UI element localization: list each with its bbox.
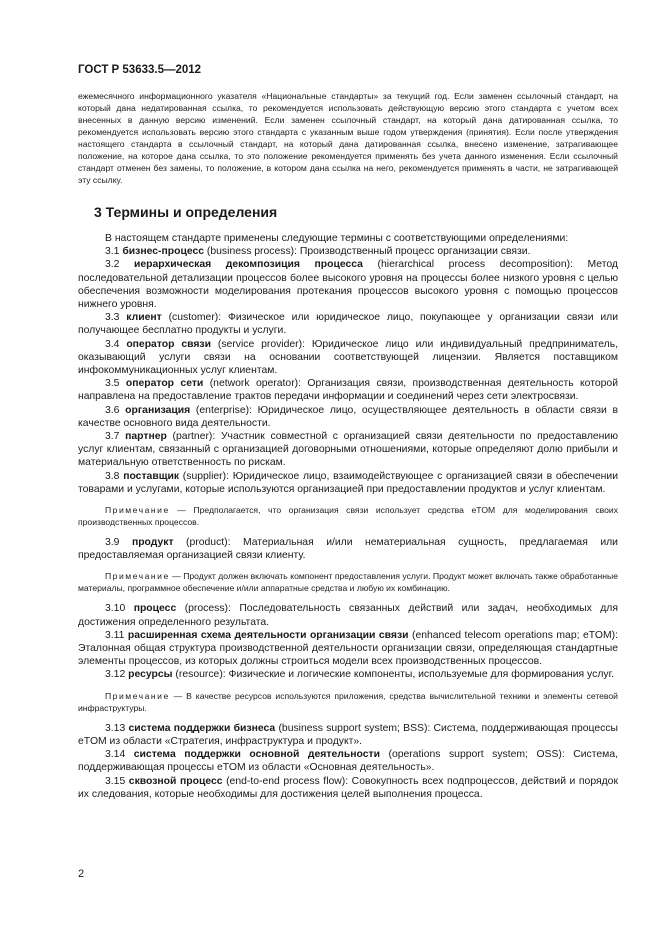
term-3-1: 3.1 бизнес-процесс (business process): Производственный процесс организации связи. — [105, 246, 531, 258]
note-label: Примечание — [105, 690, 170, 701]
term-name: система поддержки основной деятельности — [133, 749, 380, 761]
term-name: сквозной процесс — [128, 775, 223, 787]
note-label: Примечание — [105, 571, 170, 582]
note-1: Примечание — Предполагается, что организация связи использует средства eTOM для моделирования своих производственных процессов. — [78, 505, 618, 528]
term-name: система поддержки бизнеса — [128, 722, 276, 734]
term-3-10: 3.10 процесс (process): Последовательность связанных действий или задач, необходимых для достижения определенного результата. — [78, 603, 619, 628]
note-3: Примечание — В качестве ресурсов используются приложения, средства вычислительной техники и элементы сетевой инфраструктуры. — [78, 690, 618, 713]
term-name: бизнес-процесс — [122, 246, 205, 258]
term-name: процесс — [133, 603, 177, 615]
document-body — [78, 90, 618, 801]
term-3-8: 3.8 поставщик (supplier): Юридическое лицо, взаимодействующее с организацией связи в обеспечении товарами и услугами, которые используются организацией при предоставлении продуктов и услуг клиентам. — [78, 470, 619, 495]
term-3-5: 3.5 оператор сети (network operator): Организация связи, производственная деятельность которой направлена на предоставление трактов передачи информации и соединений через сети электросвязи. — [78, 378, 618, 403]
term-name: клиент — [126, 312, 162, 324]
note-label: Примечание — [105, 505, 170, 516]
term-name: расширенная схема деятельности организации связи — [127, 629, 409, 641]
intro-paragraph: ежемесячного информационного указателя «Национальные стандарты» за текущий год. Если заменен ссылочный стандарт, на который дана недатированная ссылка, то рекомендуется использовать действующую версию этого стандарта с учетом всех внесенных в данную версию изменений. Если заменен ссылочный стандарт, на который дана датированная ссылка, то рекомендуется использовать версию этого стандарта с указанным выше годом утверждения (принятия). Если после утверждения настоящего стандарта в ссылочный стандарт, на который дана датированная ссылка, внесено изменение, затрагивающее положение, на которое дана ссылка, то это положение рекомендуется применять без учета данного изменения. Если ссылочный стандарт отменен без замены, то положение, в котором дана ссылка на него, рекомендуется применять в части, не затрагивающей эту ссылку. — [78, 91, 618, 185]
lead-paragraph: В настоящем стандарте применены следующие термины с соответствующими определениями: — [105, 233, 569, 244]
term-name: ресурсы — [128, 669, 173, 681]
term-name: партнер — [125, 431, 167, 443]
term-3-13: 3.13 система поддержки бизнеса (business support system; BSS): Система, поддерживающая процессы eTOM из области «Стратегия, инфраструктура и продукт». — [78, 722, 619, 747]
term-name: оператор сети — [125, 378, 204, 390]
term-3-9: 3.9 продукт (product): Материальная и/или нематериальная сущность, предлагаемая или предоставляемая организацией связи клиенту. — [78, 537, 618, 562]
term-name: иерархическая декомпозиция процесса — [134, 259, 363, 271]
term-3-14: 3.14 система поддержки основной деятельности (operations support system; OSS): Система, поддерживающая процессы eTOM из области «Основная деятельность». — [78, 749, 618, 774]
term-name: оператор связи — [126, 338, 211, 350]
section-heading: 3 Термины и определения — [94, 204, 278, 220]
note-2: Примечание — Продукт должен включать компонент предоставления услуги. Продукт может включать также обработанные материалы, программное обеспечение и/или аппаратные средства и любую их комбинацию. — [78, 571, 618, 594]
term-3-15: 3.15 сквозной процесс (end-to-end process flow): Совокупность всех подпроцессов, действий и порядок их следования, которые необходимы для достижения целей выполнения процесса. — [78, 775, 618, 800]
term-3-11: 3.11 расширенная схема деятельности организации связи (enhanced telecom operations map; eTOM): Эталонная общая структура производственной деятельности организации связи, определяющая стандартные элементы процессов, из которых должны строиться модели всех производственных процессов. — [78, 629, 618, 668]
term-name: поставщик — [123, 470, 180, 482]
document-header: ГОСТ Р 53633.5—2012 — [78, 64, 202, 76]
term-3-7: 3.7 партнер (partner): Участник совместной с организацией связи деятельности по предоставлению услуг клиентам, связанный с организацией договорными отношениями, которые определяют долю прибыли и материальную ответственность по рискам. — [78, 431, 619, 469]
page-number: 2 — [78, 868, 85, 880]
term-name: организация — [125, 404, 191, 416]
term-3-2: 3.2 иерархическая декомпозиция процесса (hierarchical process decomposition): Метод последовательной детализации процессов более высокого уровня на процессы более низкого уровня с целью обеспечения возможности моделирования протекания процессов высокого уровня с помощью процессов нижнего уровня. — [78, 259, 618, 311]
term-3-6: 3.6 организация (enterprise): Юридическое лицо, осуществляющее деятельность в области связи в качестве основного вида деятельности. — [78, 404, 618, 429]
term-3-12: 3.12 ресурсы (resource): Физические и логические компоненты, используемые для формирования услуг. — [105, 669, 614, 681]
term-name: продукт — [131, 537, 174, 549]
term-3-3: 3.3 клиент (customer): Физическое или юридическое лицо, покупающее у организации связи или получающее бесплатно продукты и услуги. — [78, 312, 619, 337]
term-3-4: 3.4 оператор связи (service provider): Юридическое лицо или индивидуальный предприниматель, оказывающий услуги связи на основании соответствующей лицензии. Является поставщиком инфокоммуникационных услуг клиентам. — [78, 338, 618, 377]
